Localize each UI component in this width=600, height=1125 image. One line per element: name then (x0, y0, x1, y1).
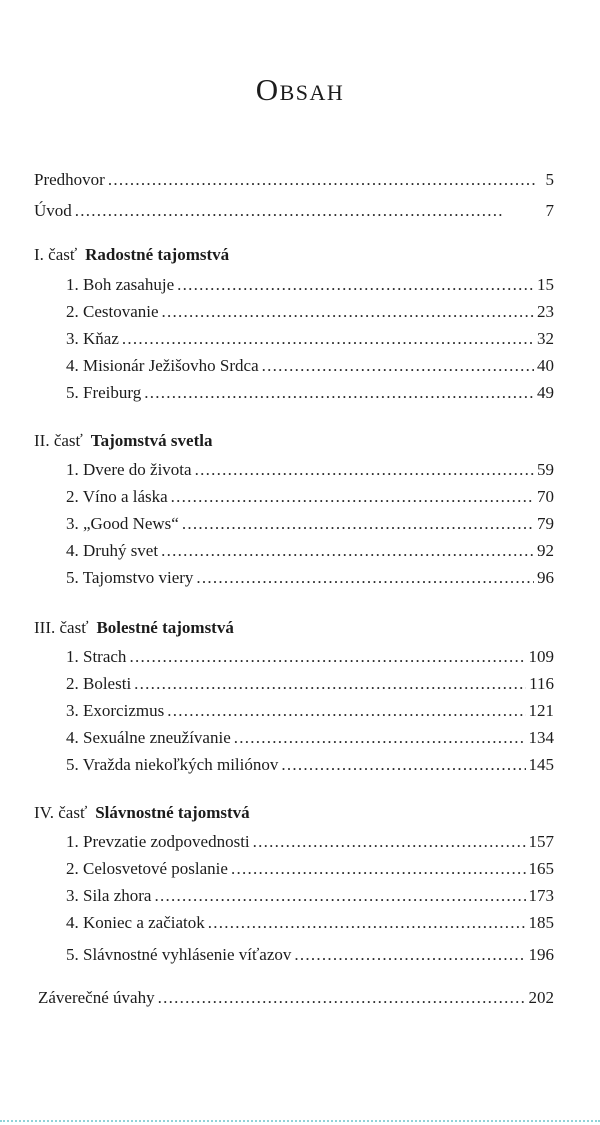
dot-leader (158, 988, 526, 1008)
toc-entry (66, 383, 554, 403)
page-bottom-edge (0, 1120, 600, 1122)
entry-page-number: 92 (537, 541, 554, 560)
part-prefix: I. časť (34, 245, 78, 264)
toc-entry (66, 755, 554, 775)
toc-entry-predhovor (34, 170, 554, 190)
entry-label: 2. Cestovanie (66, 302, 159, 321)
dot-leader (162, 302, 534, 322)
dot-leader (196, 568, 534, 588)
entry-page-number: 7 (545, 201, 554, 220)
dot-leader (144, 383, 534, 403)
entry-label: 2. Celosvetové poslanie (66, 859, 228, 878)
entry-label: 5. Vražda niekoľkých miliónov (66, 755, 279, 774)
dot-leader (231, 859, 526, 879)
entry-page-number: 5 (545, 170, 554, 189)
entry-page-number: 165 (528, 859, 554, 878)
entry-label: 1. Dvere do života (66, 460, 192, 479)
dot-leader (294, 945, 525, 965)
toc-entry (66, 568, 554, 588)
entry-page-number: 79 (537, 514, 554, 533)
entry-page-number: 23 (537, 302, 554, 321)
entry-label: Záverečné úvahy (38, 988, 155, 1007)
entry-page-number: 96 (537, 568, 554, 587)
entry-label: 2. Víno a láska (66, 487, 168, 506)
part-heading-2 (34, 431, 212, 451)
dot-leader (161, 541, 534, 561)
toc-entry (66, 460, 554, 480)
dot-leader (208, 913, 526, 933)
dot-leader (195, 460, 534, 480)
entry-page-number: 157 (528, 832, 554, 851)
part-prefix: III. časť (34, 618, 89, 637)
toc-entry (66, 913, 554, 933)
toc-entry (66, 487, 554, 507)
toc-entry-uvod (34, 201, 554, 221)
toc-entry (66, 945, 554, 965)
toc-entry (66, 356, 554, 376)
toc-entry (66, 275, 554, 295)
entry-label: 3. Sila zhora (66, 886, 152, 905)
toc-entry (66, 728, 554, 748)
toc-entry (66, 302, 554, 322)
entry-page-number: 173 (528, 886, 554, 905)
entry-page-number: 196 (528, 945, 554, 964)
dot-leader (177, 275, 534, 295)
page-title: Obsah (255, 72, 345, 107)
entry-label: Úvod (34, 201, 72, 220)
entry-page-number: 121 (528, 701, 554, 720)
entry-page-number: 202 (528, 988, 554, 1007)
entry-label: 3. Exorcizmus (66, 701, 165, 720)
entry-page-number: 59 (537, 460, 554, 479)
toc-entry (66, 701, 554, 721)
entry-page-number: 32 (537, 329, 554, 348)
entry-label: 3. Kňaz (66, 329, 119, 348)
entry-label: 4. Koniec a začiatok (66, 913, 205, 932)
entry-page-number: 145 (528, 755, 554, 774)
part-heading-1 (34, 245, 229, 265)
dot-leader (154, 886, 525, 906)
entry-label: 1. Strach (66, 647, 127, 666)
part-name: Slávnostné tajomstvá (95, 803, 250, 822)
dot-leader (182, 514, 534, 534)
entry-page-number: 15 (537, 275, 554, 294)
dot-leader (108, 170, 543, 190)
part-prefix: IV. časť (34, 803, 88, 822)
toc-entry (66, 541, 554, 561)
part-heading-3 (34, 618, 234, 638)
entry-page-number: 185 (528, 913, 554, 932)
entry-page-number: 70 (537, 487, 554, 506)
entry-page-number: 49 (537, 383, 554, 402)
entry-label: 4. Misionár Ježišovho Srdca (66, 356, 259, 375)
dot-leader (75, 201, 543, 221)
dot-leader (129, 647, 525, 667)
entry-page-number: 109 (528, 647, 554, 666)
toc-entry-zaverecne-uvahy (38, 988, 554, 1008)
part-name: Bolestné tajomstvá (96, 618, 234, 637)
part-name: Tajomstvá svetla (90, 431, 213, 450)
dot-leader (167, 701, 525, 721)
dot-leader (281, 755, 525, 775)
dot-leader (171, 487, 534, 507)
part-name: Radostné tajomstvá (85, 245, 230, 264)
toc-entry (66, 329, 554, 349)
entry-page-number: 40 (537, 356, 554, 375)
dot-leader (262, 356, 534, 376)
dot-leader (234, 728, 526, 748)
entry-label: 1. Prevzatie zodpovednosti (66, 832, 250, 851)
entry-label: Predhovor (34, 170, 105, 189)
toc-entry (66, 674, 554, 694)
entry-label: 5. Tajomstvo viery (66, 568, 194, 587)
entry-label: 5. Freiburg (66, 383, 142, 402)
toc-entry (66, 859, 554, 879)
part-heading-4 (34, 803, 250, 823)
entry-label: 5. Slávnostné vyhlásenie víťazov (66, 945, 292, 964)
part-prefix: II. časť (34, 431, 83, 450)
toc-entry (66, 832, 554, 852)
entry-label: 4. Sexuálne zneužívanie (66, 728, 231, 747)
entry-page-number: 134 (528, 728, 554, 747)
entry-label: 1. Boh zasahuje (66, 275, 175, 294)
dot-leader (253, 832, 526, 852)
entry-label: 4. Druhý svet (66, 541, 159, 560)
dot-leader (134, 674, 526, 694)
dot-leader (122, 329, 534, 349)
toc-entry (66, 886, 554, 906)
toc-entry (66, 514, 554, 534)
entry-label: 2. Bolesti (66, 674, 132, 693)
toc-entry (66, 647, 554, 667)
entry-page-number: 116 (529, 674, 554, 693)
entry-label: 3. „Good News“ (66, 514, 179, 533)
